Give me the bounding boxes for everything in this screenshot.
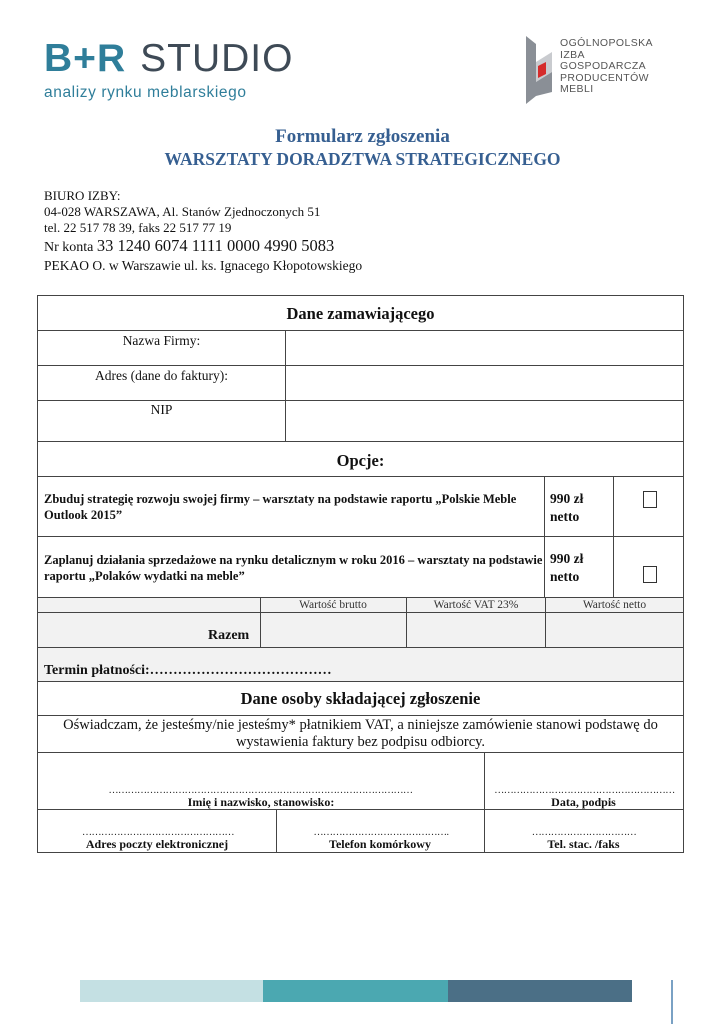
- column-divider: [484, 809, 485, 852]
- option-1-price: [550, 490, 583, 526]
- br-studio-logo-name: [44, 38, 293, 80]
- column-divider: [484, 752, 485, 809]
- column-divider: [544, 476, 545, 597]
- options-heading: Opcje:: [336, 451, 385, 470]
- mobile-label: Telefon komórkowy: [329, 837, 431, 851]
- divider: [38, 715, 683, 716]
- office-label: BIURO IZBY:: [44, 188, 121, 203]
- oipm-logo: [522, 36, 682, 104]
- column-divider: [276, 809, 277, 852]
- footer-bar-dark: [448, 980, 632, 1002]
- oipm-line: IZBA: [560, 48, 585, 61]
- column-divider: [406, 598, 407, 647]
- date-signature-field[interactable]: …………………………………………………: [494, 785, 675, 796]
- office-info: [44, 188, 362, 274]
- form-title-line2: WARSZTATY DORADZTWA STRATEGICZNEGO: [164, 149, 561, 169]
- nip-field[interactable]: [286, 401, 683, 441]
- divider: [38, 441, 683, 442]
- footer-accent-line: [671, 980, 673, 1024]
- option-1-price-unit: netto: [550, 509, 580, 524]
- divider: [38, 752, 683, 753]
- option-1-text: Zbuduj strategię rozwoju swojej firmy – warsztaty na podstawie raportu „Polskie Meble Outlook 2015”: [44, 492, 517, 522]
- gross-value-field[interactable]: [261, 613, 406, 647]
- column-divider: [260, 598, 261, 647]
- oipm-line: PRODUCENTÓW: [560, 71, 649, 84]
- mobile-field[interactable]: …………………………………….: [313, 827, 449, 838]
- net-value-header: Wartość netto: [582, 599, 647, 611]
- oipm-line: GOSPODARCZA: [560, 60, 647, 72]
- divider: [38, 681, 683, 682]
- company-name-label: Nazwa Firmy:: [122, 333, 201, 348]
- payment-term: Termin płatności:…………………………………: [44, 663, 332, 678]
- email-field[interactable]: …………………………………………: [82, 827, 234, 838]
- email-label: Adres poczty elektronicznej: [85, 837, 229, 851]
- option-2-checkbox[interactable]: [643, 566, 657, 583]
- column-divider: [613, 476, 614, 597]
- option-2-text: Zaplanuj działania sprzedażowe na rynku detalicznym w roku 2016 – warsztaty na podstawie raportu „Polaków wydatki na meble”: [44, 553, 543, 583]
- date-signature-label: Data, podpis: [551, 795, 616, 809]
- form-title-line1: Formularz zgłoszenia: [275, 126, 450, 147]
- vat-declaration: Oświadczam, że jesteśmy/nie jesteśmy* płatnikiem VAT, a niniejsze zamówienie stanowi podstawę do wystawienia faktury bez podpisu odbiorcy.: [63, 717, 658, 750]
- landline-label: Tel. stac. /faks: [547, 837, 620, 851]
- form-title: [0, 126, 725, 170]
- person-section-heading: Dane osoby składającej zgłoszenie: [240, 689, 481, 708]
- bank-name: PEKAO O. w Warszawie ul. ks. Ignacego Kłopotowskiego: [44, 258, 363, 273]
- oipm-line: MEBLI: [560, 83, 594, 95]
- br-studio-tagline: analizy rynku meblarskiego: [44, 84, 247, 101]
- bank-account-number: 33 1240 6074 1111 0000 4990 5083: [96, 236, 335, 255]
- net-value-field[interactable]: [547, 613, 683, 647]
- br-logo-bold: B+R: [44, 37, 127, 80]
- name-position-label: Imię i nazwisko, stanowisko:: [187, 795, 335, 809]
- bank-account-label: Nr konta: [44, 240, 97, 255]
- vat-value-header: Wartość VAT 23%: [433, 599, 519, 611]
- br-studio-logo: [44, 38, 293, 102]
- option-2-price-unit: netto: [550, 569, 580, 584]
- vat-value-field[interactable]: [408, 613, 545, 647]
- option-1-checkbox[interactable]: [643, 491, 657, 508]
- divider: [38, 536, 683, 537]
- oipm-logo-text: [560, 38, 653, 96]
- divider: [38, 809, 683, 810]
- landline-field[interactable]: ……………………………: [531, 827, 637, 838]
- total-label: Razem: [208, 628, 250, 643]
- office-address: 04-028 WARSZAWA, Al. Stanów Zjednoczonych 51: [44, 204, 321, 219]
- address-label: Adres (dane do faktury):: [94, 368, 229, 383]
- name-position-field[interactable]: ……………………………………………………………………………………: [108, 785, 413, 796]
- footer-bar-mid: [263, 980, 448, 1002]
- oipm-line: OGÓLNOPOLSKA: [560, 37, 653, 49]
- bank-account: [44, 236, 362, 257]
- option-1-price-value: 990 zł: [550, 491, 584, 506]
- divider: [38, 476, 683, 477]
- gross-value-header: Wartość brutto: [299, 599, 367, 611]
- option-2-price: [550, 550, 583, 586]
- option-2-price-value: 990 zł: [550, 551, 584, 566]
- footer-bar-light: [80, 980, 263, 1002]
- client-section-heading: Dane zamawiającego: [286, 304, 435, 323]
- oipm-emblem-icon: [522, 36, 558, 104]
- company-name-field[interactable]: [286, 331, 683, 365]
- office-phone: tel. 22 517 78 39, faks 22 517 77 19: [44, 220, 232, 235]
- address-field[interactable]: [286, 366, 683, 400]
- order-form: [37, 295, 684, 853]
- nip-label: NIP: [150, 402, 173, 417]
- br-logo-light: STUDIO: [140, 37, 294, 80]
- column-divider: [285, 330, 286, 441]
- column-divider: [545, 598, 546, 647]
